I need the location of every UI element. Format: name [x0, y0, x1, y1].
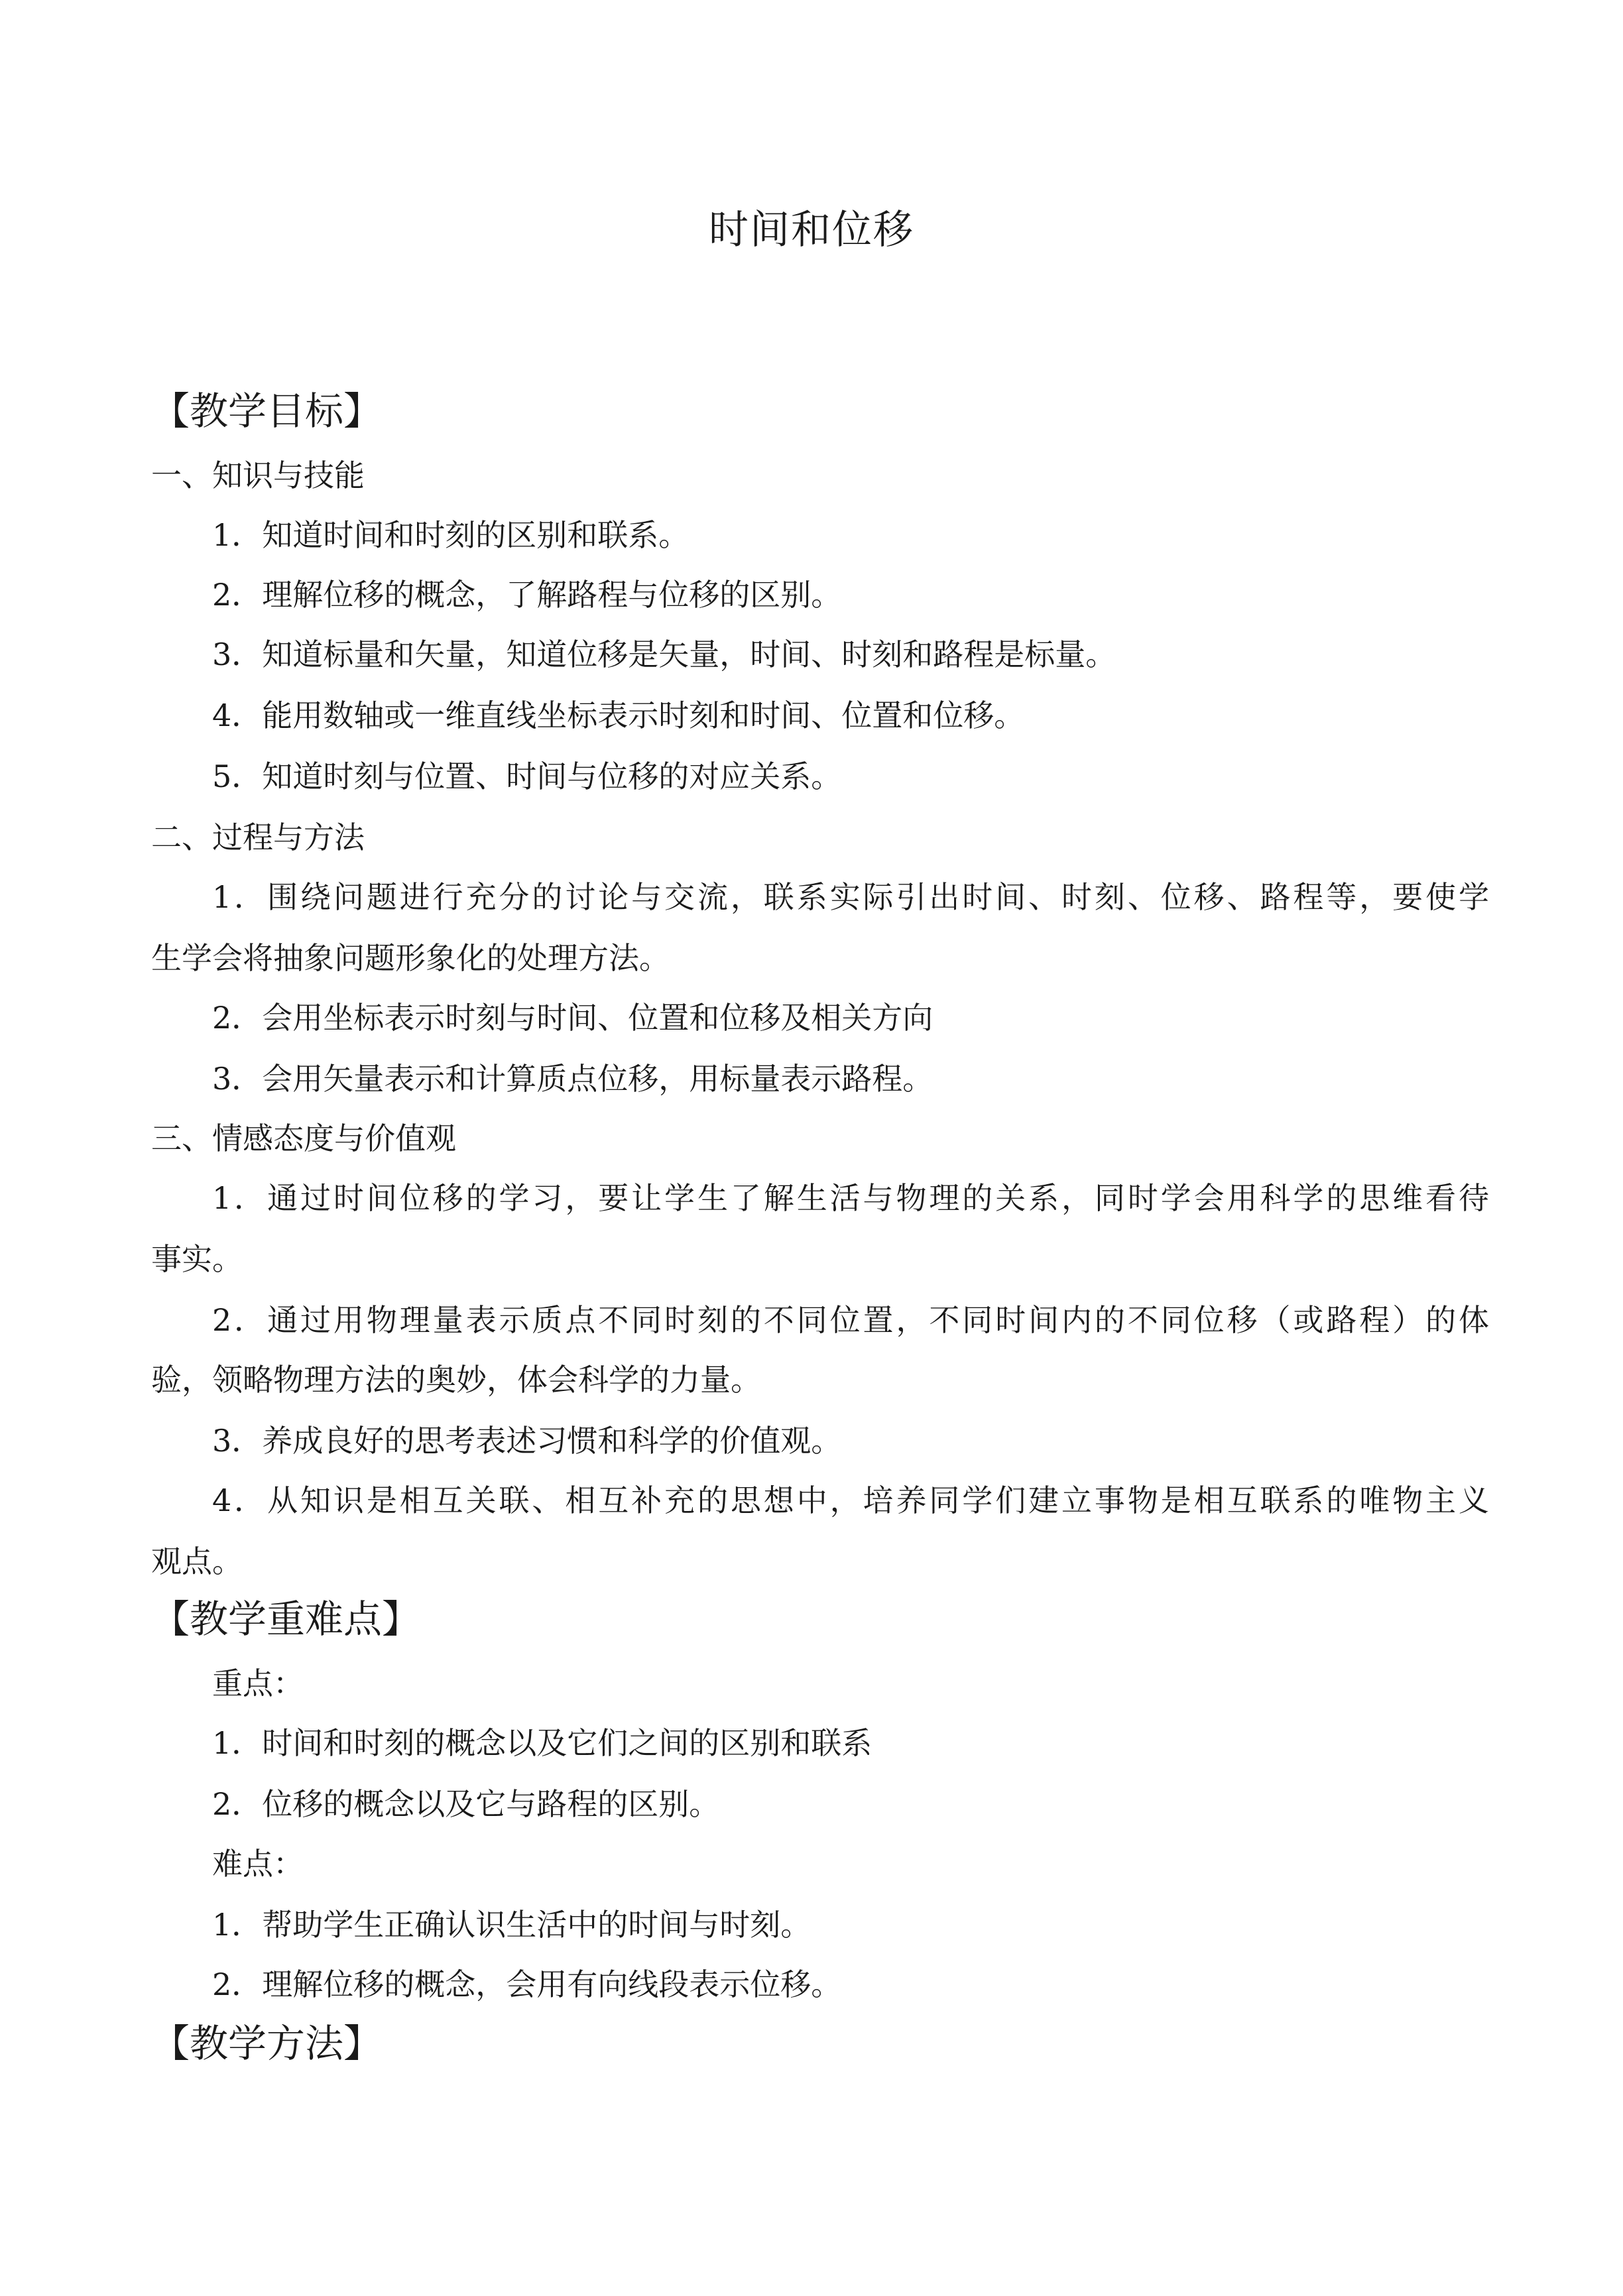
difficult-point-item: 2．理解位移的概念，会用有向线段表示位移。 — [212, 1966, 842, 2002]
emotion-item-2-line-1: 2．通过用物理量表示质点不同时刻的不同位置，不同时间内的不同位移（或路程）的体 — [212, 1302, 1489, 1338]
emotion-item-1-line-2: 事实。 — [151, 1241, 243, 1277]
difficult-points-label: 难点： — [212, 1846, 304, 1882]
emotion-item-3: 3．养成良好的思考表述习惯和科学的价值观。 — [212, 1423, 842, 1459]
emotion-item-4-line-2: 观点。 — [151, 1543, 243, 1579]
subheading-process-methods: 二、过程与方法 — [151, 819, 365, 855]
process-item-2: 2．会用坐标表示时刻与时间、位置和位移及相关方向 — [212, 1000, 933, 1036]
process-item-3: 3．会用矢量表示和计算质点位移，用标量表示路程。 — [212, 1061, 933, 1097]
knowledge-item: 3．知道标量和矢量，知道位移是矢量，时间、时刻和路程是标量。 — [212, 636, 1116, 672]
knowledge-item: 1．知道时间和时刻的区别和联系。 — [212, 517, 690, 553]
difficult-point-item: 1．帮助学生正确认识生活中的时间与时刻。 — [212, 1907, 812, 1943]
important-points-label: 重点： — [212, 1665, 304, 1701]
knowledge-item: 5．知道时刻与位置、时间与位移的对应关系。 — [212, 758, 842, 794]
emotion-item-4-line-1: 4．从知识是相互关联、相互补充的思想中，培养同学们建立事物是相互联系的唯物主义 — [212, 1482, 1489, 1518]
important-point-item: 2．位移的概念以及它与路程的区别。 — [212, 1786, 720, 1822]
subheading-knowledge-skills: 一、知识与技能 — [151, 457, 365, 493]
process-item-1-line-1: 1．围绕问题进行充分的讨论与交流，联系实际引出时间、时刻、位移、路程等，要使学 — [212, 879, 1489, 915]
process-item-1-line-2: 生学会将抽象问题形象化的处理方法。 — [151, 940, 670, 976]
important-point-item: 1．时间和时刻的概念以及它们之间的区别和联系 — [212, 1725, 872, 1761]
section-heading-objectives: 【教学目标】 — [151, 389, 383, 434]
emotion-item-2-line-2: 验，领略物理方法的奥妙，体会科学的力量。 — [151, 1362, 761, 1398]
subheading-emotion-values: 三、情感态度与价值观 — [151, 1120, 456, 1156]
document-title: 时间和位移 — [709, 207, 914, 253]
knowledge-item: 2．理解位移的概念，了解路程与位移的区别。 — [212, 577, 842, 613]
emotion-item-1-line-1: 1．通过时间位移的学习，要让学生了解生活与物理的关系，同时学会用科学的思维看待 — [212, 1180, 1489, 1216]
section-heading-key-points: 【教学重难点】 — [151, 1597, 421, 1642]
section-heading-methods: 【教学方法】 — [151, 2021, 383, 2066]
knowledge-item: 4．能用数轴或一维直线坐标表示时刻和时间、位置和位移。 — [212, 697, 1025, 733]
